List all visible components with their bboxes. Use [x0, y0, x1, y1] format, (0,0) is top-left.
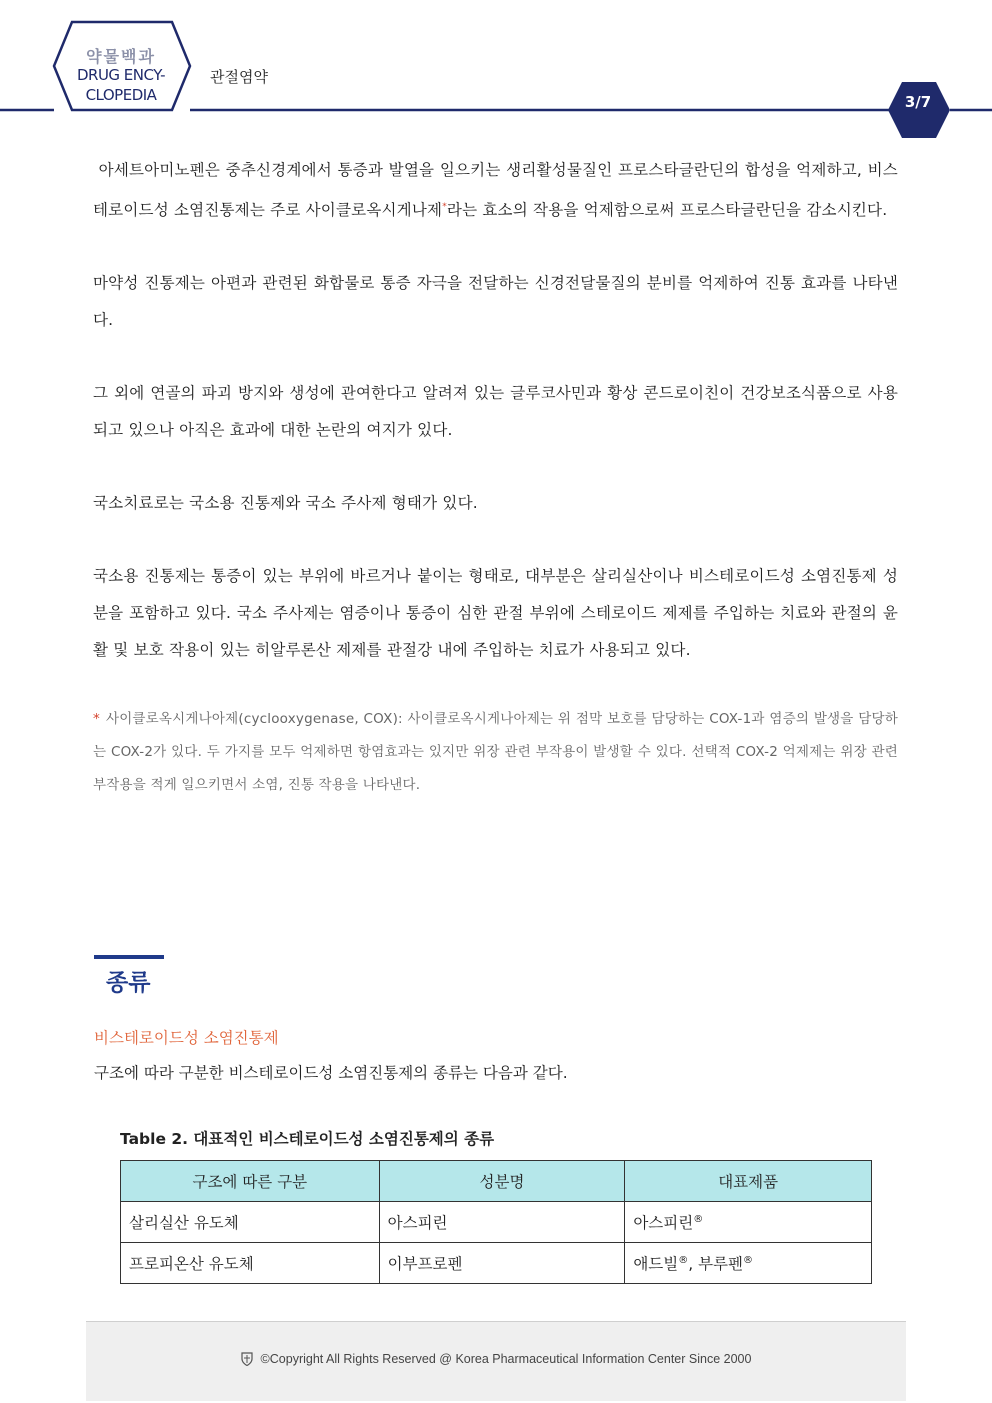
logo-korean: 약물백과	[86, 47, 156, 66]
subsection-heading: 비스테로이드성 소염진통제	[94, 1029, 279, 1047]
section-intro: 구조에 따라 구분한 비스테로이드성 소염진통제의 종류는 다음과 같다.	[94, 1064, 568, 1082]
table-row	[121, 1243, 872, 1284]
table-header-cell: 성분명	[379, 1161, 625, 1202]
page-number: 3/7	[904, 93, 932, 111]
logo-english-line2: CLOPEDIA	[85, 86, 157, 104]
footer-divider	[86, 1321, 906, 1322]
page-footer	[86, 1321, 906, 1401]
paragraph-1-text-end: 라는 효소의 작용을 억제함으로써 프로스타글란딘을 감소시킨다.	[446, 201, 888, 220]
footnote-marker: *	[442, 202, 447, 212]
table-cell-group: 프로피온산 유도체	[121, 1243, 380, 1284]
paragraph-1	[93, 152, 898, 229]
registered-mark: ®	[693, 1213, 704, 1225]
copyright-text: ©Copyright All Rights Reserved @ Korea Pharmaceutical Information Center Since 2000	[260, 1352, 752, 1366]
registered-mark: ®	[678, 1254, 689, 1266]
copyright-line	[86, 1352, 906, 1366]
paragraph-3: 그 외에 연골의 파괴 방지와 생성에 관여한다고 알려져 있는 글루코사민과 황상 콘드로이친이 건강보조식품으로 사용되고 있으나 아직은 효과에 대한 논란의 여지가 있다.	[93, 384, 898, 440]
table-cell-product	[625, 1243, 872, 1284]
section-heading: 종류	[106, 970, 151, 996]
footnote-text: 사이클로옥시게나아제(cyclooxygenase, COX): 사이클로옥시게나아제는 위 점막 보호를 담당하는 COX-1과 염증의 발생을 담당하는 COX-2가 있다. 두 가지를 모두 억제하면 항염효과는 있지만 위장 관련 부작용이 발생할 수 있다. 선택적 COX-2 억제제는 위장 관련 부작용을 적게 일으키면서 소염, 진통 작용을 나타낸다.	[93, 711, 898, 794]
shield-icon	[241, 1352, 253, 1366]
table-header-cell: 대표제품	[625, 1161, 872, 1202]
section-title: 관절염약	[210, 68, 268, 86]
product-name-2: , 부루펜	[688, 1255, 744, 1273]
product-name: 애드빌	[633, 1255, 679, 1273]
table-caption: Table 2. 대표적인 비스테로이드성 소염진통제의 종류	[120, 1130, 495, 1148]
table-cell-group: 살리실산 유도체	[121, 1202, 380, 1243]
paragraph-4: 국소치료로는 국소용 진통제와 국소 주사제 형태가 있다.	[93, 494, 478, 513]
logo-english-line1: DRUG ENCY-	[76, 66, 166, 84]
nsaid-table	[120, 1160, 872, 1284]
table-header-row	[121, 1161, 872, 1202]
footnote	[93, 703, 898, 802]
footnote-star: *	[93, 711, 100, 728]
table-row	[121, 1202, 872, 1243]
paragraph-2: 마약성 진통제는 아편과 관련된 화합물로 통증 자극을 전달하는 신경전달물질의 분비를 억제하여 진통 효과를 나타낸다.	[93, 274, 898, 330]
product-name: 아스피린	[633, 1214, 694, 1232]
page-header	[0, 0, 992, 140]
registered-mark: ®	[743, 1254, 754, 1266]
body-content	[93, 152, 898, 802]
table-cell-product	[625, 1202, 872, 1243]
paragraph-1-text: 아세트아미노펜은 중추신경계에서 통증과 발열을 일으키는 생리활성물질인 프로스타글란딘의 합성을 억제하고, 비스테로이드성 소염진통제는 주로 사이클로옥시게나제	[93, 161, 898, 220]
table-header-cell: 구조에 따른 구분	[121, 1161, 380, 1202]
table-cell-ingredient: 아스피린	[379, 1202, 625, 1243]
paragraph-5: 국소용 진통제는 통증이 있는 부위에 바르거나 붙이는 형태로, 대부분은 살리실산이나 비스테로이드성 소염진통제 성분을 포함하고 있다. 국소 주사제는 염증이나 통증이 심한 관절 부위에 스테로이드 제제를 주입하는 치료와 관절의 윤활 및 보호 작용이 있는 히알루론산 제제를 관절강 내에 주입하는 치료가 사용되고 있다.	[93, 567, 898, 660]
table-cell-ingredient: 이부프로펜	[379, 1243, 625, 1284]
section-accent-bar	[94, 955, 164, 959]
